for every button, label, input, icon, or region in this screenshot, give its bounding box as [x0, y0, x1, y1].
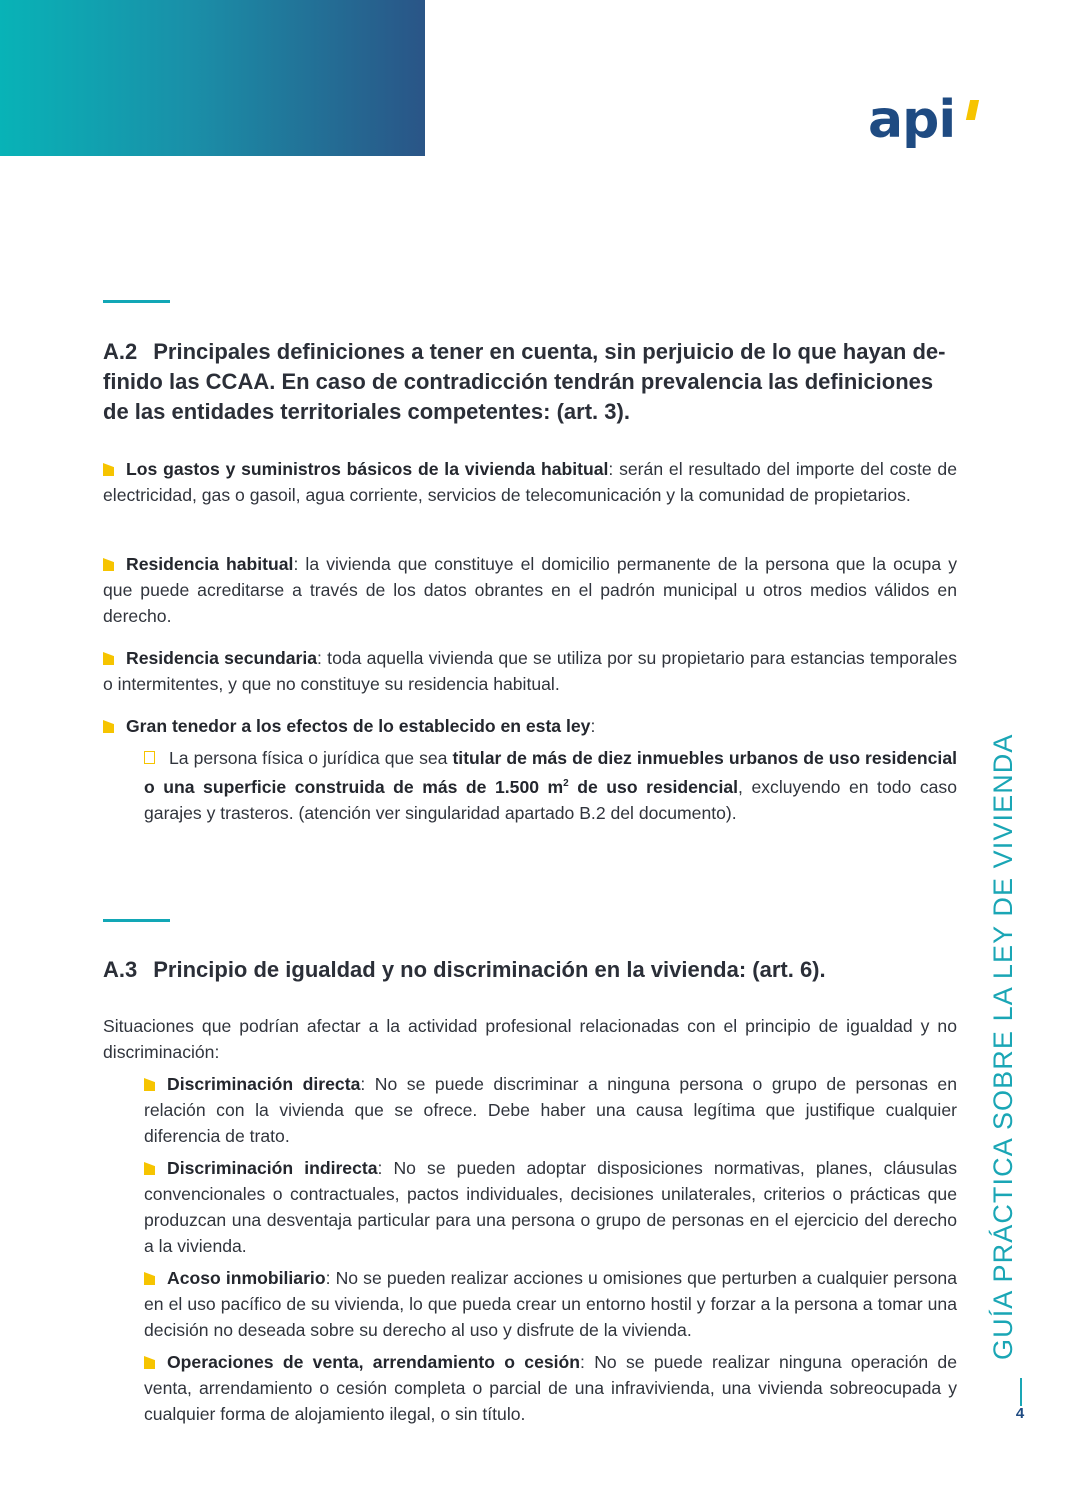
section-a3-number: A.3 [103, 957, 138, 982]
section-a3-intro: Situaciones que podrían afectar a la actividad profesional relacionadas con el principio de igualdad y no discriminación: [103, 1016, 957, 1062]
page-number-divider [1020, 1378, 1022, 1406]
yellow-bullet-icon [103, 558, 114, 571]
sub-item-bold: titular de más de diez inmuebles urbanos de uso residencial o una superficie construida de más de 1.500 m [144, 748, 957, 797]
page-number: 4 [1015, 1405, 1025, 1422]
item-term: Acoso inmobiliario [167, 1268, 326, 1288]
api-logo [868, 90, 980, 160]
yellow-bullet-icon [144, 1162, 155, 1175]
definition-term: Los gastos y suministros básicos de la vivienda habitual [126, 459, 609, 479]
item-term: Discriminación indirecta [167, 1158, 378, 1178]
yellow-bullet-icon [103, 463, 114, 476]
sidebar-guide-title: GUÍA PRÁCTICA SOBRE LA LEY DE VIVIENDA [988, 733, 1018, 1360]
item-text: : No se puede discriminar a ninguna persona o grupo de personas en relación con la vivienda que se ofrece. Debe haber una causa legítima que justifique cualquier diferencia de trato. [144, 1074, 957, 1146]
item-term: Discriminación directa [167, 1074, 361, 1094]
sub-item-bold: de uso residencial [568, 776, 739, 797]
discrimination-item [144, 1155, 957, 1259]
section-a3-heading [103, 955, 958, 985]
item-text: : No se pueden adoptar disposiciones normativas, planes, cláusulas convencionales o contractuales, pactos individuales, decisiones unilaterales, criterios o prácticas que produzcan una desventaja particular para una persona o grupo de personas en el ejercicio del derecho a la vivienda. [144, 1158, 957, 1256]
discrimination-item [144, 1071, 957, 1149]
discrimination-item [144, 1349, 957, 1427]
section-a2-rule [103, 300, 170, 303]
section-a2-number: A.2 [103, 339, 138, 364]
definition-item [103, 456, 957, 508]
definition-item [103, 551, 957, 629]
yellow-bullet-icon [144, 1356, 155, 1369]
yellow-bullet-icon [144, 1078, 155, 1091]
definition-term: Residencia secundaria [126, 648, 318, 668]
logo-accent-mark [966, 100, 979, 120]
definition-term: Gran tenedor a los efectos de lo establecido en esta ley [126, 716, 591, 736]
definition-text: : toda aquella vivienda que se utiliza por su propietario para estancias temporales o intermitentes, y que no constituye su residencia habitual. [103, 648, 957, 694]
yellow-bullet-icon [103, 720, 114, 733]
section-a2-heading [103, 337, 958, 427]
section-a2-title: Principales definiciones a tener en cuenta, sin perjuicio de lo que hayan definido las CCAA. En caso de contradicción tendrán prevalencia las definiciones de las entidades territoriales competentes: (art. 3). [103, 339, 946, 424]
superscript: 2 [563, 778, 569, 789]
discrimination-item [144, 1265, 957, 1343]
header-gradient-band [0, 0, 425, 156]
section-a3-title: Principio de igualdad y no discriminación en la vivienda: (art. 6). [153, 957, 826, 982]
sub-item-text: La persona física o jurídica que sea [169, 748, 453, 768]
definition-text: : serán el resultado del importe del coste de electricidad, gas o gasoil, agua corriente, servicios de telecomunicación y la comunidad de propietarios. [103, 459, 957, 505]
sub-item-text: , excluyendo en todo caso garajes y trasteros. (atención ver singularidad apartado B.2 del documento). [144, 776, 957, 823]
section-a3-rule [103, 919, 170, 922]
definition-term: Residencia habitual [126, 554, 294, 574]
item-text: : No se puede realizar ninguna operación de venta, arrendamiento o cesión completa o parcial de una infravivienda, una vivienda sobreocupada y cualquier forma de alojamiento ilegal, o sin título. [144, 1352, 958, 1424]
definition-sub-item [144, 745, 957, 826]
definition-item [103, 645, 957, 697]
logo-wordmark: api [868, 90, 956, 150]
definition-item [103, 713, 957, 739]
definition-text: : la vivienda que constituye el domicilio permanente de la persona que la ocupa y que puede acreditarse a través de los datos obrantes en el padrón municipal u otros medios válidos en derecho. [103, 554, 957, 626]
item-text: : No se pueden realizar acciones u omisiones que perturben a cualquier persona en el uso pacífico de su vivienda, lo que pueda crear un entorno hostil y forzar a la persona a tomar una decisión no deseada sobre su derecho al uso y disfrute de la vivienda. [144, 1268, 957, 1340]
yellow-bullet-icon [144, 1272, 155, 1285]
definition-text: : [590, 716, 596, 736]
outline-bullet-icon [144, 751, 155, 764]
item-term: Operaciones de venta, arrendamiento o cesión [167, 1352, 581, 1372]
yellow-bullet-icon [103, 652, 114, 665]
